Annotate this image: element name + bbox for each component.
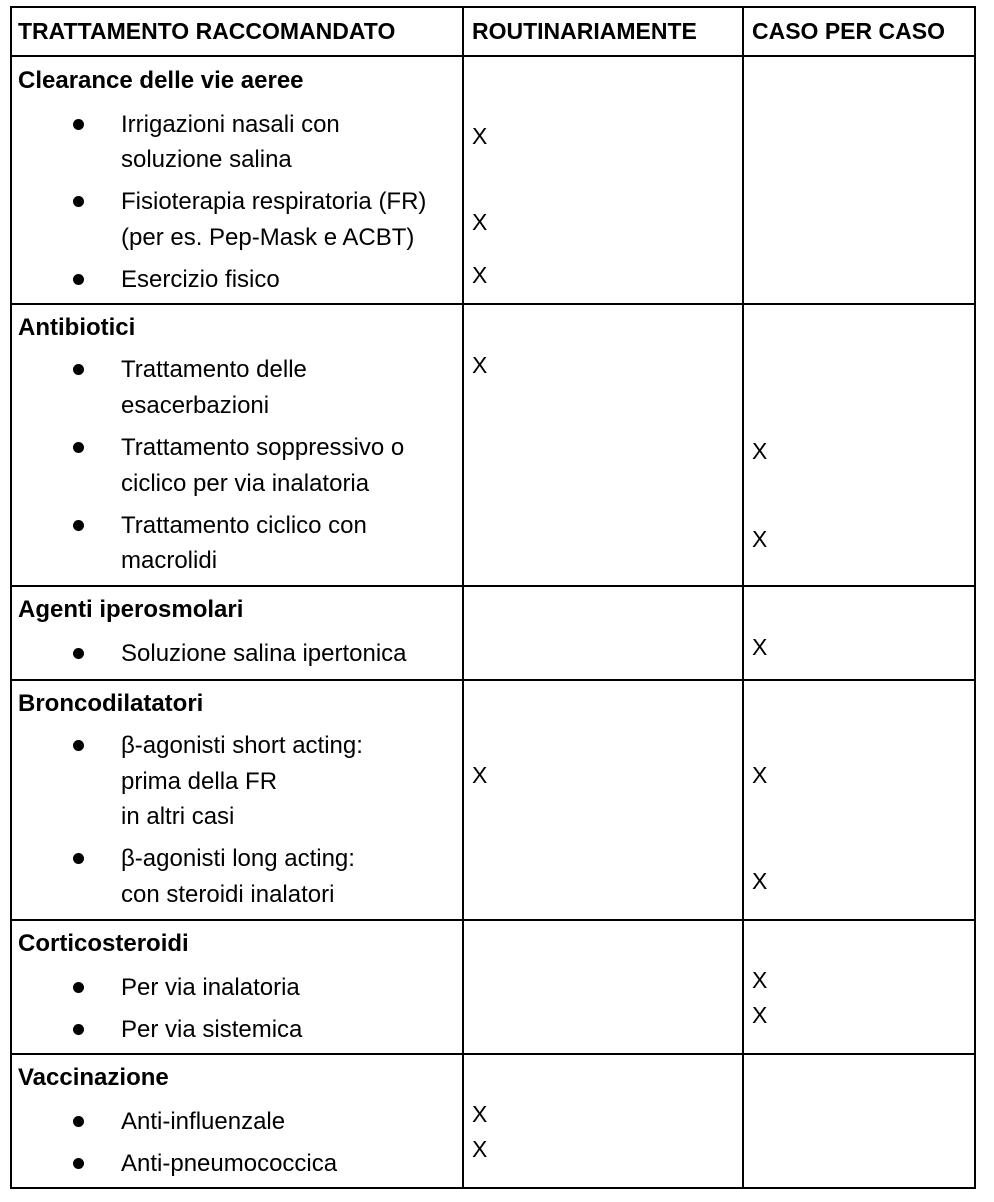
case-mark: X xyxy=(752,1002,768,1028)
treatment-item-line: Anti-pneumococcica xyxy=(121,1150,338,1177)
routine-mark: X xyxy=(472,762,488,788)
bullet xyxy=(73,648,84,659)
case-mark: X xyxy=(752,967,768,993)
bullet xyxy=(73,196,84,207)
case-mark: X xyxy=(752,438,768,464)
routine-mark: X xyxy=(472,209,488,235)
treatment-table xyxy=(10,6,976,1189)
treatment-item-line: Esercizio fisico xyxy=(121,266,280,293)
case-mark: X xyxy=(752,526,768,552)
case-mark: X xyxy=(752,634,768,660)
bullet xyxy=(73,1024,84,1035)
case-mark: X xyxy=(752,868,768,894)
treatment-item-line: prima della FR xyxy=(121,768,278,795)
routine-mark: X xyxy=(472,1101,488,1127)
bullet xyxy=(73,740,84,751)
row-divider xyxy=(10,303,976,305)
header-routine: ROUTINARIAMENTE xyxy=(472,18,697,44)
treatment-item-line: Per via inalatoria xyxy=(121,974,300,1001)
row-divider xyxy=(10,919,976,921)
column-divider xyxy=(742,6,744,1189)
header-treatment: TRATTAMENTO RACCOMANDATO xyxy=(18,18,396,44)
routine-mark: X xyxy=(472,352,488,378)
treatment-item-line: con steroidi inalatori xyxy=(121,881,335,908)
treatment-item-line: Anti-influenzale xyxy=(121,1108,286,1135)
bullet xyxy=(73,1158,84,1169)
bullet xyxy=(73,442,84,453)
routine-mark: X xyxy=(472,123,488,149)
treatment-item-line: macrolidi xyxy=(121,547,218,574)
section-title-vaccination: Vaccinazione xyxy=(18,1064,169,1091)
bullet xyxy=(73,119,84,130)
treatment-item-line: soluzione salina xyxy=(121,146,292,173)
treatment-item-line: in altri casi xyxy=(121,803,235,830)
treatment-item-line: Irrigazioni nasali con xyxy=(121,111,340,138)
table-border-bottom xyxy=(10,1187,976,1189)
treatment-item-line: Per via sistemica xyxy=(121,1016,303,1043)
treatment-item-line: β-agonisti long acting: xyxy=(121,845,355,872)
treatment-item-line: esacerbazioni xyxy=(121,392,270,419)
treatment-item-line: Fisioterapia respiratoria (FR) xyxy=(121,188,427,215)
bullet xyxy=(73,364,84,375)
table-border-top xyxy=(10,6,976,8)
section-title-hyperosmolar-agents: Agenti iperosmolari xyxy=(18,596,244,623)
bullet xyxy=(73,853,84,864)
treatment-item-line: Trattamento delle xyxy=(121,356,307,383)
routine-mark: X xyxy=(472,262,488,288)
column-divider xyxy=(462,6,464,1189)
section-title-antibiotics: Antibiotici xyxy=(18,314,136,341)
treatment-item-line: Soluzione salina ipertonica xyxy=(121,640,407,667)
row-divider xyxy=(10,679,976,681)
section-title-bronchodilators: Broncodilatatori xyxy=(18,690,204,717)
bullet xyxy=(73,520,84,531)
header-divider xyxy=(10,55,976,57)
case-mark: X xyxy=(752,762,768,788)
bullet xyxy=(73,274,84,285)
section-title-airway-clearance: Clearance delle vie aeree xyxy=(18,67,304,94)
bullet xyxy=(73,982,84,993)
row-divider xyxy=(10,585,976,587)
table-border-left xyxy=(10,6,12,1189)
section-title-corticosteroids: Corticosteroidi xyxy=(18,930,189,957)
row-divider xyxy=(10,1053,976,1055)
table-border-right xyxy=(974,6,976,1189)
bullet xyxy=(73,1116,84,1127)
treatment-item-line: Trattamento soppressivo o xyxy=(121,434,405,461)
routine-mark: X xyxy=(472,1136,488,1162)
treatment-item-line: Trattamento ciclico con xyxy=(121,512,367,539)
treatment-item-line: (per es. Pep-Mask e ACBT) xyxy=(121,224,415,251)
header-case-by-case: CASO PER CASO xyxy=(752,18,945,44)
treatment-item-line: β-agonisti short acting: xyxy=(121,732,363,759)
treatment-item-line: ciclico per via inalatoria xyxy=(121,470,370,497)
